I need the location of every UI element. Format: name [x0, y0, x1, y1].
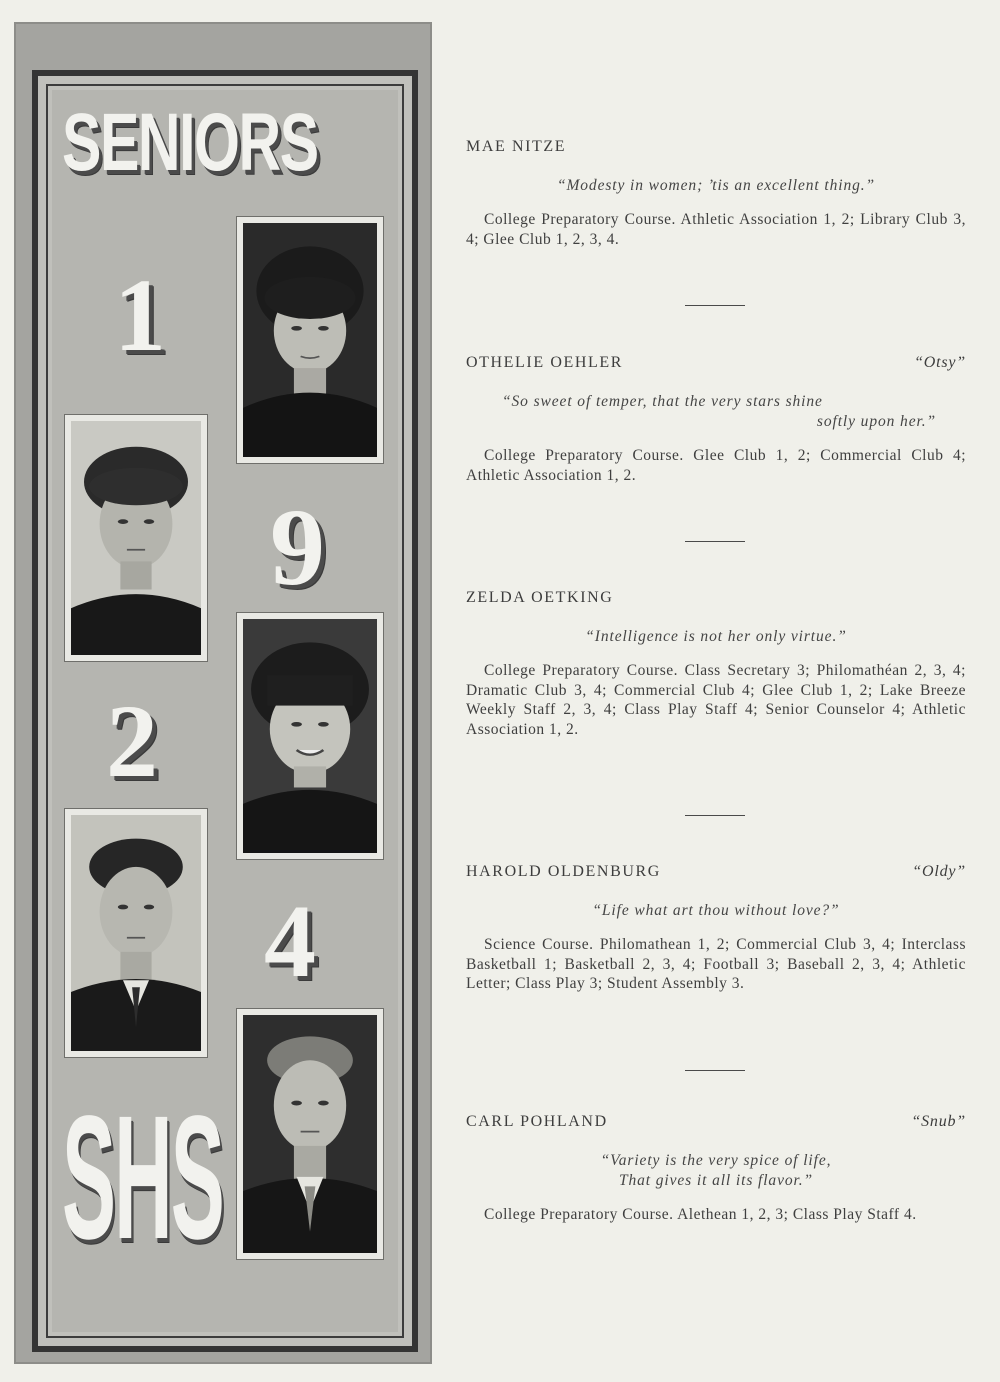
senior-name: CARL POHLAND [466, 1113, 608, 1130]
senior-entry [466, 1113, 966, 1225]
portrait-othelie-oehler [64, 414, 208, 662]
portrait-carl-pohland [236, 1008, 384, 1260]
senior-entry [466, 138, 966, 249]
portrait-harold-oldenburg [64, 808, 208, 1058]
quote-line: “So sweet of temper, that the very stars shine [502, 393, 823, 410]
senior-activities: Science Course. Philomathean 1, 2; Commercial Club 3, 4; Interclass Basketball 1; Basketball 2, 3, 4; Football 3; Baseball 2, 3, 4; Athletic Letter; Class Play 3; Student Assembly 3. [466, 936, 966, 992]
senior-activities: College Preparatory Course. Class Secretary 3; Philomathéan 2, 3, 4; Dramatic Club 3, 4; Commercial Club 4; Glee Club 1, 2; Lake Breeze Weekly Staff 2, 3, 4; Class Play Staff 4; Senior Counselor 4; Athletic Association 1, 2. [466, 662, 966, 738]
quote-line: “Life what art thou without love?” [592, 902, 840, 919]
portrait-mae-nitze [236, 216, 384, 464]
senior-name: OTHELIE OEHLER [466, 354, 624, 371]
senior-quote [466, 176, 966, 196]
year-digit-2: 9 [270, 486, 325, 608]
senior-nickname: “Snub” [911, 1113, 966, 1130]
senior-name: ZELDA OETKING [466, 589, 614, 606]
quote-line: softly upon her.” [816, 413, 936, 430]
year-digit-1: 1 [114, 258, 166, 373]
senior-quote [466, 627, 966, 647]
quote-line: “Modesty in women; ’tis an excellent thing.” [556, 177, 876, 194]
senior-activities: College Preparatory Course. Athletic Association 1, 2; Library Club 3, 4; Glee Club 1, 2, 3, 4. [466, 211, 966, 248]
senior-nickname: “Otsy” [914, 354, 966, 371]
senior-quote [466, 1151, 966, 1191]
senior-name: MAE NITZE [466, 138, 567, 155]
quote-line: “Intelligence is not her only virtue.” [585, 628, 847, 645]
quote-line: That gives it all its flavor.” [618, 1172, 814, 1189]
year-digit-4: 4 [264, 884, 316, 999]
senior-entry [466, 354, 966, 485]
senior-activities: College Preparatory Course. Alethean 1, 2, 3; Class Play Staff 4. [484, 1206, 917, 1223]
divider [685, 305, 745, 306]
senior-entry [466, 863, 966, 994]
quote-line: “Variety is the very spice of life, [600, 1152, 832, 1169]
divider [685, 1070, 745, 1071]
senior-entry [466, 589, 966, 739]
senior-quote [466, 901, 966, 921]
senior-nickname: “Oldy” [912, 863, 966, 880]
senior-quote [466, 392, 966, 432]
divider [685, 541, 745, 542]
senior-activities: College Preparatory Course. Glee Club 1, 2; Commercial Club 4; Athletic Association 1, 2. [466, 447, 966, 484]
school-initials: SHS [62, 1080, 223, 1276]
senior-name: HAROLD OLDENBURG [466, 863, 661, 880]
divider [685, 815, 745, 816]
year-digit-3: 2 [106, 684, 158, 799]
banner-title: SENIORS [62, 97, 318, 188]
portrait-zelda-oetking [236, 612, 384, 860]
